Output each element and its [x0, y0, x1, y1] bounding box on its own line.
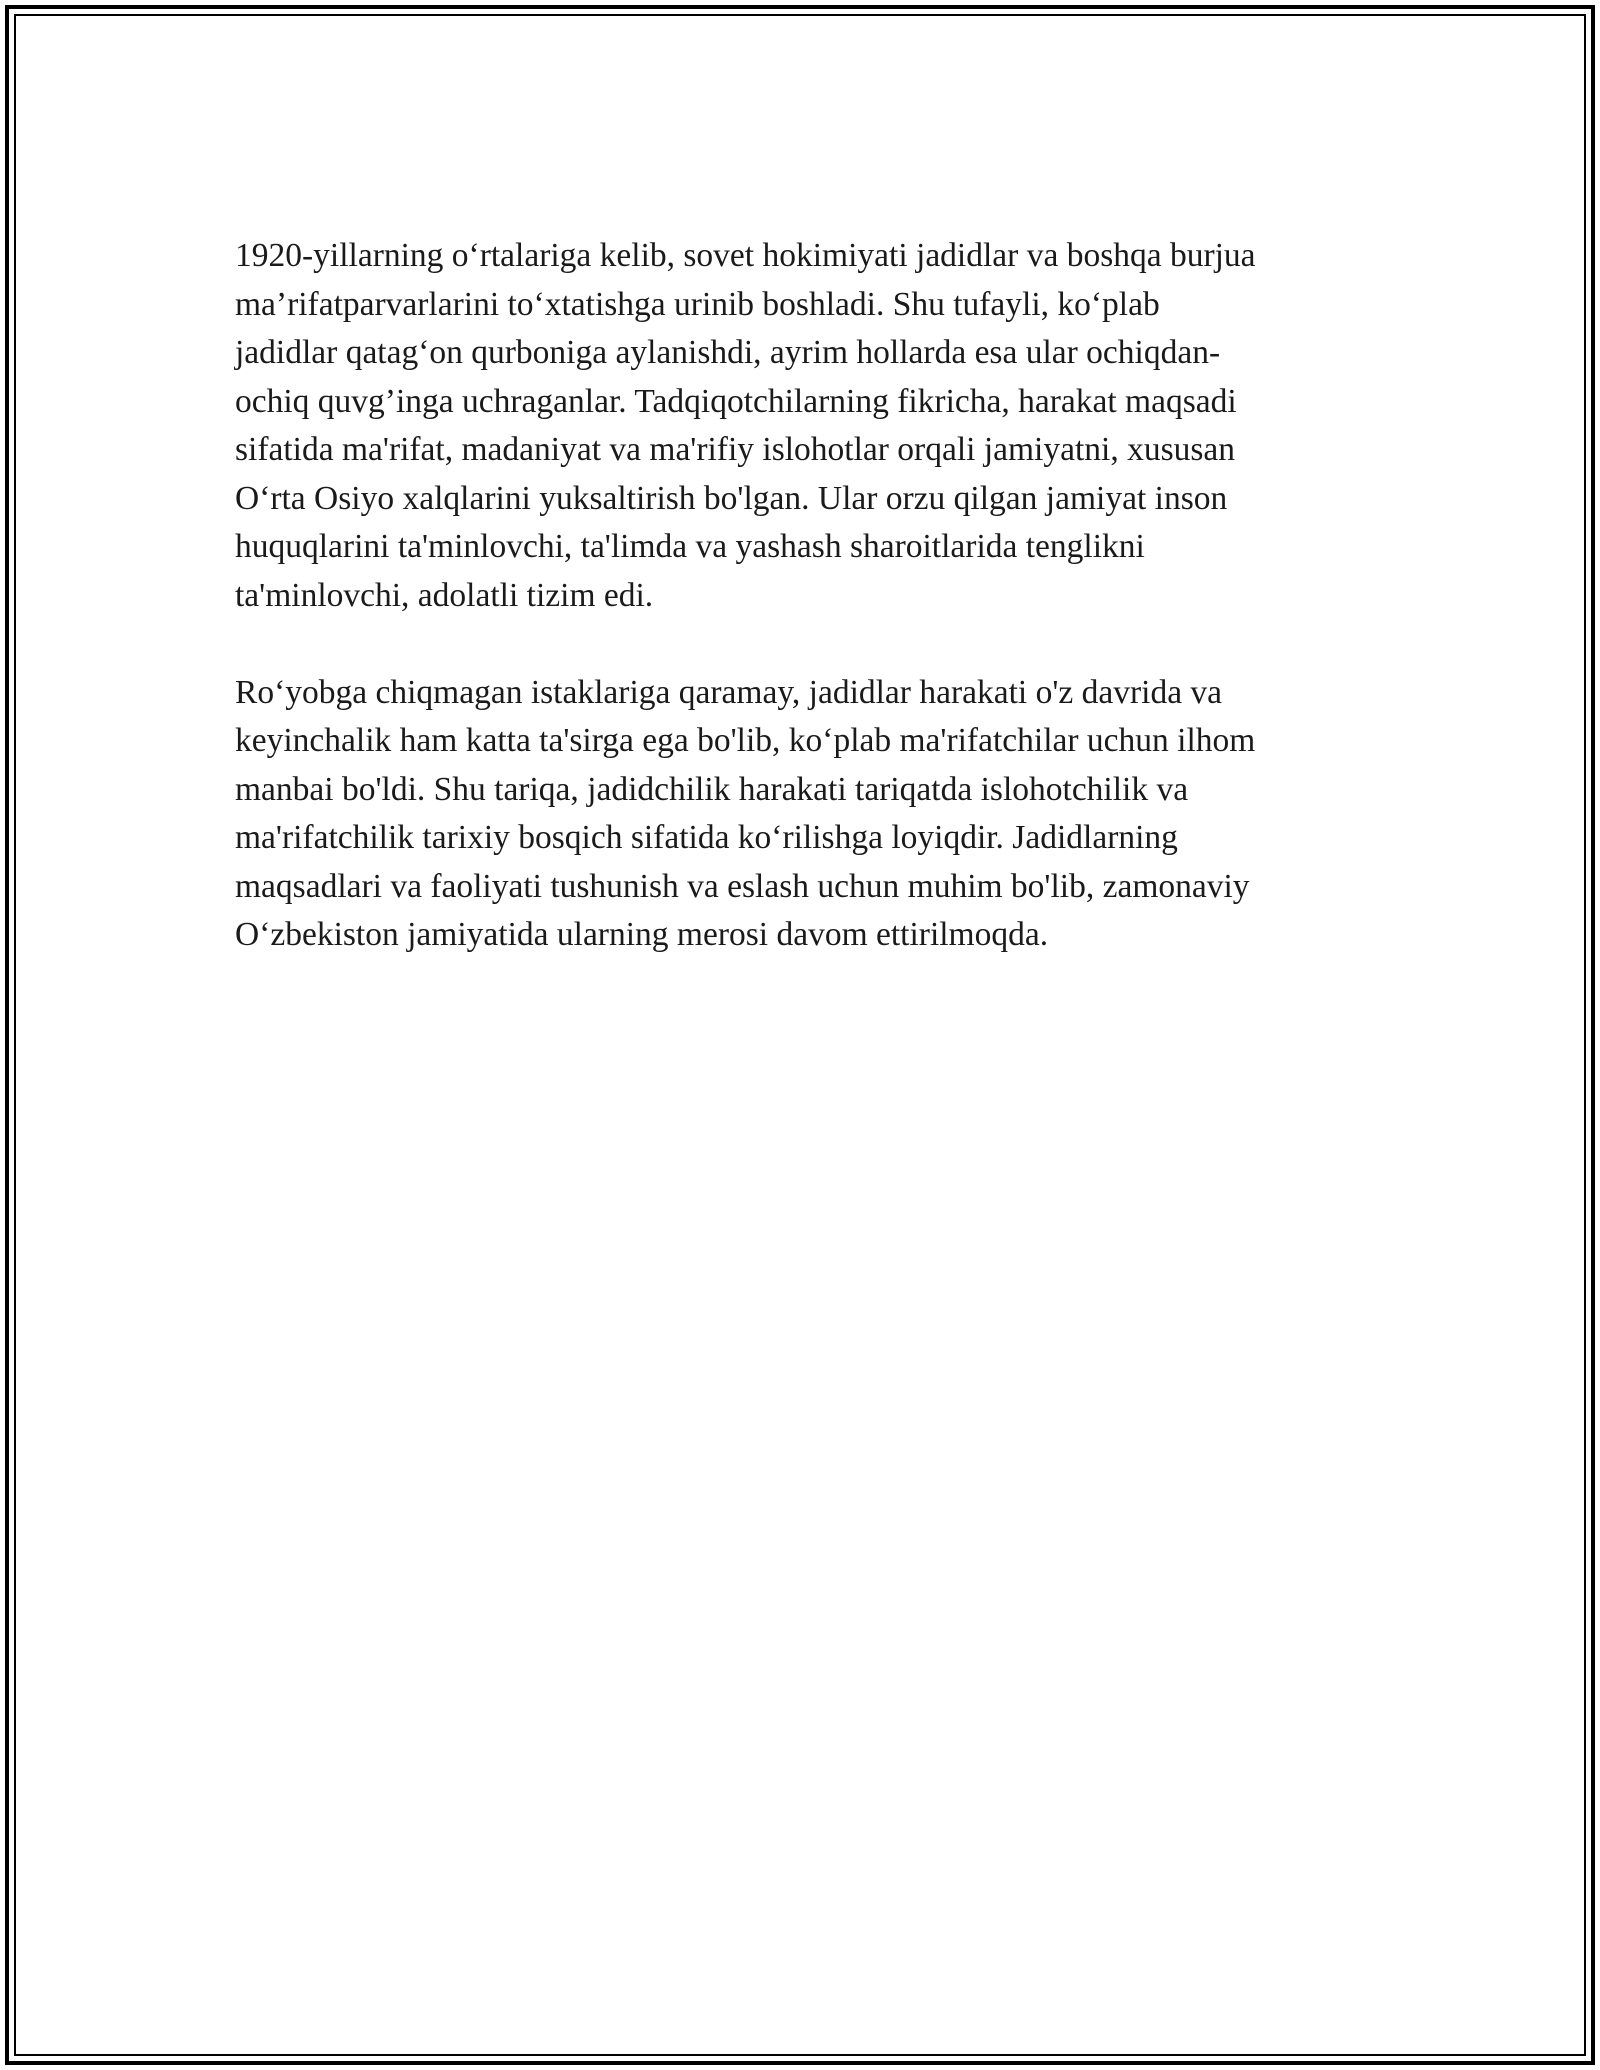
paragraph-1: 1920-yillarning o‘rtalariga kelib, sovet hokimiyati jadidlar va boshqa burjua ma’rifatparvarlarini to‘xtatishga urinib boshladi. Shu tufayli, ko‘plab jadidlar qatag‘on qurboniga aylanishdi, ayrim hollarda esa ular ochiqdan- ochiq quvg’inga uchraganlar. Tadqiqotchilarning fikricha, harakat maqsadi sifatida ma'rifat, madaniyat va ma'rifiy islohotlar orqali jamiyatni, xususan O‘rta Osiyo xalqlarini yuksaltirish bo'lgan. Ular orzu qilgan jamiyat inson huquqlarini ta'minlovchi, ta'limda va yashash sharoitlarida tenglikni ta'minlovchi, adolatli tizim edi. — [235, 237, 1256, 614]
document-body — [235, 232, 1360, 1008]
paragraph-2: Ro‘yobga chiqmagan istaklariga qaramay, jadidlar harakati o'z davrida va keyinchalik ham katta ta'sirga ega bo'lib, ko‘plab ma'rifatchilar uchun ilhom manbai bo'ldi. Shu tariqa, jadidchilik harakati tariqatda islohotchilik va ma'rifatchilik tarixiy bosqich sifatida ko‘rilishga loyiqdir. Jadidlarning maqsadlari va faoliyati tushunish va eslash uchun muhim bo'lib, zamonaviy O‘zbekiston jamiyatida ularning merosi davom ettirilmoqda. — [235, 673, 1256, 953]
